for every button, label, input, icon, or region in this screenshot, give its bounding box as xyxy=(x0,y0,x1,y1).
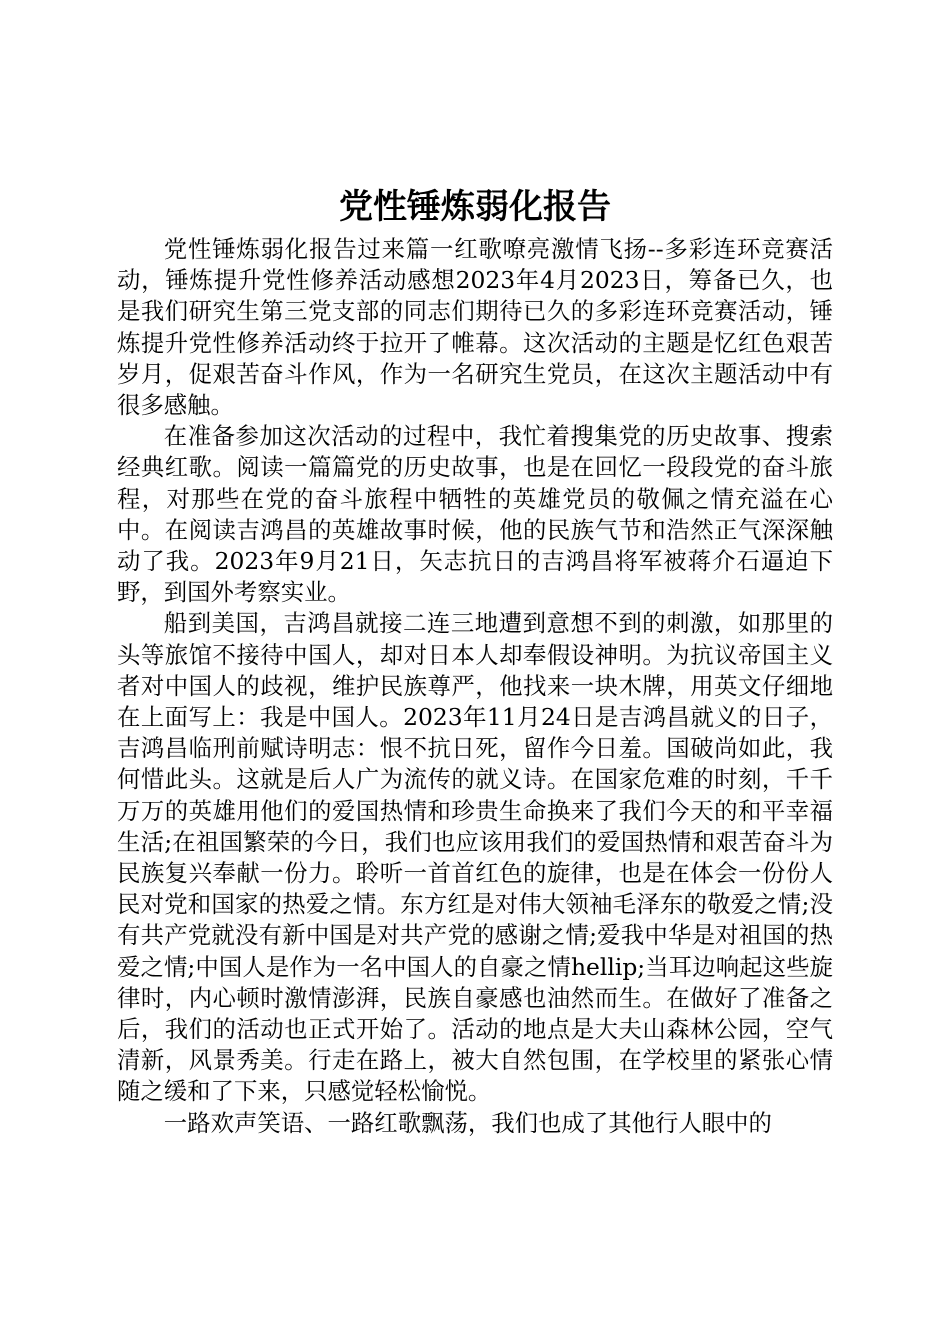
paragraph: 一路欢声笑语、一路红歌飘荡，我们也成了其他行人眼中的 xyxy=(163,1108,772,1137)
paragraph: 在准备参加这次活动的过程中，我忙着搜集党的历史故事、搜索经典红歌。阅读一篇篇党的历史故事，也是在回忆一段段党的奋斗旅程，对那些在党的奋斗旅程中牺牲的英雄党员的敬佩之情充溢在心中。在阅读吉鸿昌的英雄故事时候，他的民族气节和浩然正气深深触动了我。2023年9月21日，矢志抗日的吉鸿昌将军被蒋介石逼迫下野，到国外考察实业。 xyxy=(117,422,833,607)
document-title: 党性锤炼弱化报告 xyxy=(339,187,611,227)
paragraph: 船到美国，吉鸿昌就接二连三地遭到意想不到的刺激，如那里的头等旅馆不接待中国人，却对日本人却奉假设神明。为抗议帝国主义者对中国人的歧视，维护民族尊严，他找来一块木牌，用英文仔细地在上面写上：我是中国人。2023年11月24日是吉鸿昌就义的日子，吉鸿昌临刑前赋诗明志：恨不抗日死，留作今日羞。国破尚如此，我何惜此头。这就是后人广为流传的就义诗。在国家危难的时刻，千千万万的英雄用他们的爱国热情和珍贵生命换来了我们今天的和平幸福生活;在祖国繁荣的今日，我们也应该用我们的爱国热情和艰苦奋斗为民族复兴奉献一份力。聆听一首首红色的旋律，也是在体会一份份人民对党和国家的热爱之情。东方红是对伟大领袖毛泽东的敬爱之情;没有共产党就没有新中国是对共产党的感谢之情;爱我中华是对祖国的热爱之情;中国人是作为一名中国人的自豪之情hellip;当耳边响起这些旋律时，内心顿时激情澎湃，民族自豪感也油然而生。在做好了准备之后，我们的活动也正式开始了。活动的地点是大夫山森林公园，空气清新，风景秀美。行走在路上，被大自然包围，在学校里的紧张心情随之缓和了下来，只感觉轻松愉悦。 xyxy=(117,609,833,1106)
document-body xyxy=(117,234,833,1139)
paragraph: 党性锤炼弱化报告过来篇一红歌嘹亮激情飞扬--多彩连环竞赛活动，锤炼提升党性修养活动感想2023年4月2023日，筹备已久，也是我们研究生第三党支部的同志们期待已久的多彩连环竞赛活动，锤炼提升党性修养活动终于拉开了帷幕。这次活动的主题是忆红色艰苦岁月，促艰苦奋斗作风，作为一名研究生党员，在这次主题活动中有很多感触。 xyxy=(117,235,833,420)
